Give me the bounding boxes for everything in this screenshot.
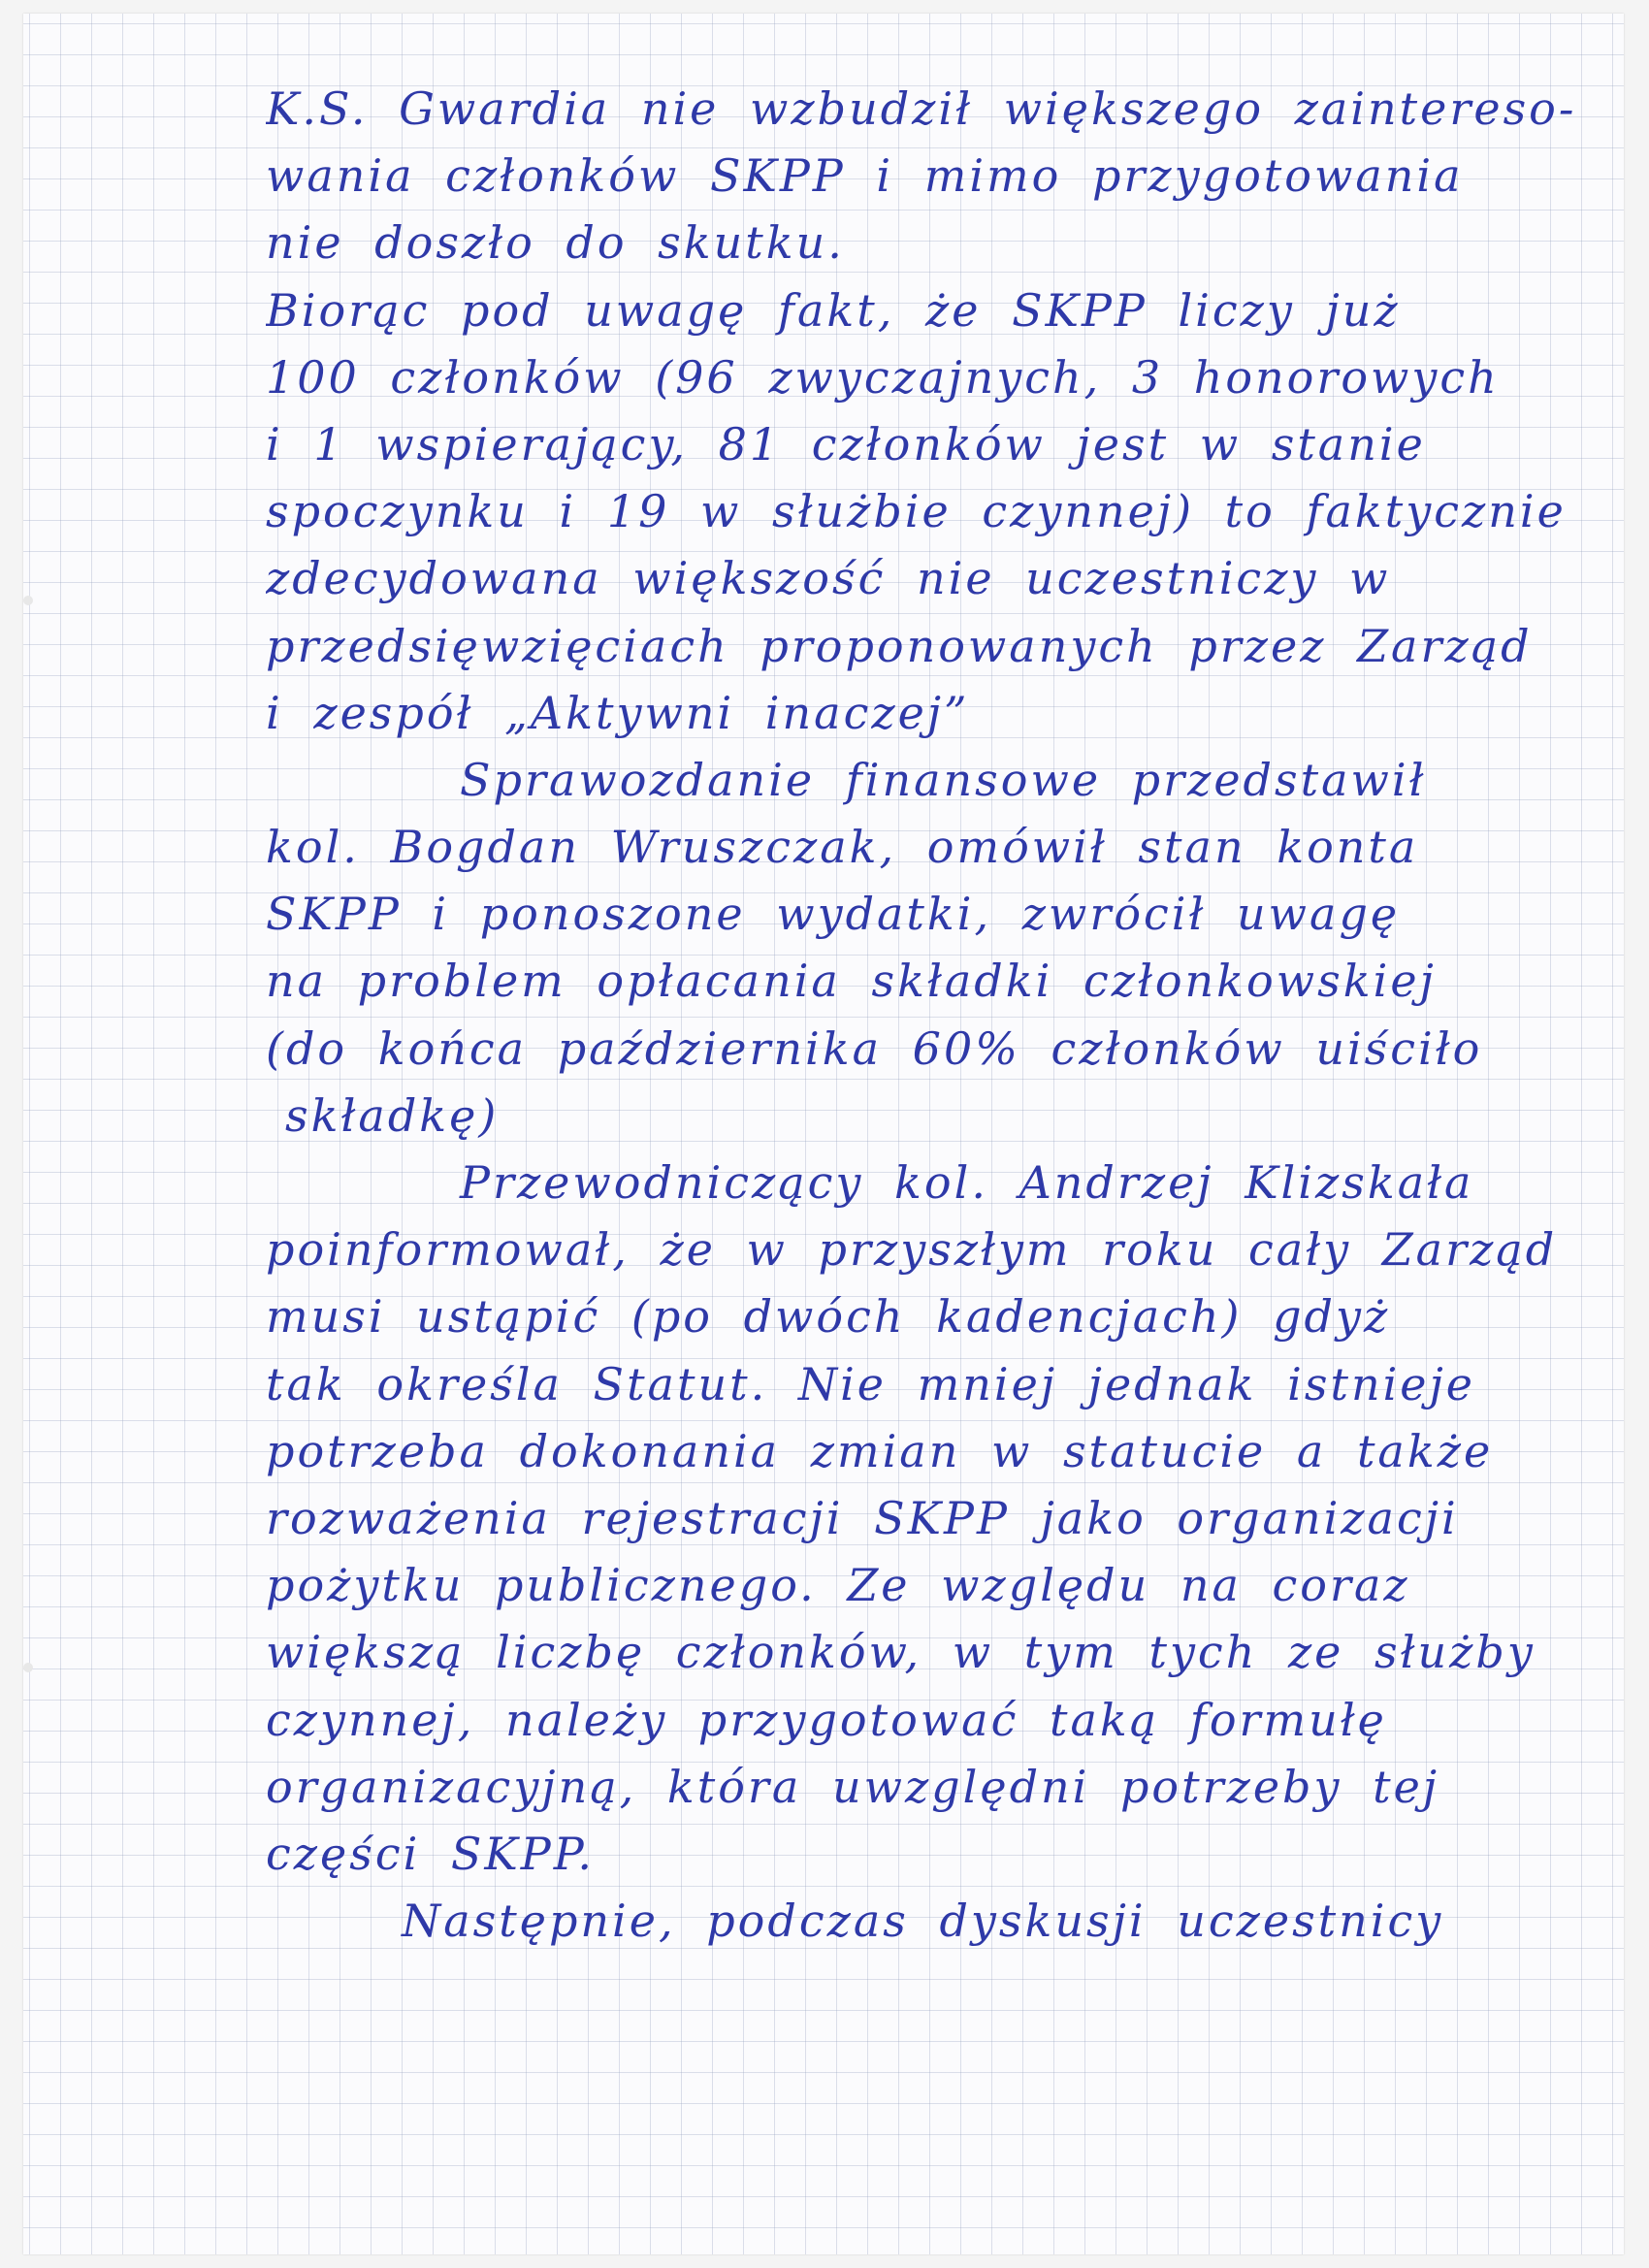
text-line: tak określa Statut. Nie mniej jednak istnieje bbox=[266, 1357, 1476, 1410]
left-edge-mark bbox=[23, 1663, 33, 1672]
text-line: SKPP i ponoszone wydatki, zwrócił uwagę bbox=[266, 888, 1401, 941]
text-line: przedsięwzięciach proponowanych przez Zarząd bbox=[266, 619, 1533, 672]
text-line: musi ustąpić (po dwóch kadencjach) gdyż bbox=[266, 1290, 1391, 1344]
text-line: rozważenia rejestracji SKPP jako organizacji bbox=[266, 1491, 1459, 1544]
text-line: Następnie, podczas dyskusji uczestnicy bbox=[402, 1895, 1444, 1948]
text-line: wania członków SKPP i mimo przygotowania bbox=[266, 149, 1464, 203]
text-line: czynnej, należy przygotować taką formułę bbox=[266, 1693, 1387, 1746]
text-line: poinformował, że w przyszłym roku cały Zarząd bbox=[266, 1223, 1558, 1277]
text-line: większą liczbę członków, w tym tych ze służby bbox=[266, 1626, 1536, 1679]
text-line: Biorąc pod uwagę fakt, że SKPP liczy już bbox=[266, 283, 1401, 337]
text-line: Przewodniczący kol. Andrzej Klizskała bbox=[460, 1156, 1474, 1209]
text-line: części SKPP. bbox=[266, 1827, 596, 1880]
text-line: i 1 wspierający, 81 członków jest w stanie bbox=[266, 417, 1426, 470]
handwritten-text bbox=[266, 76, 1624, 1955]
text-line: organizacyjną, która uwzględni potrzeby tej bbox=[266, 1760, 1440, 1813]
text-line: pożytku publicznego. Ze względu na coraz bbox=[266, 1559, 1410, 1612]
text-line: 100 członków (96 zwyczajnych, 3 honorowych bbox=[266, 350, 1500, 404]
text-line: i zespół „Aktywni inaczej” bbox=[266, 686, 970, 739]
text-line: Sprawozdanie finansowe przedstawił bbox=[460, 753, 1427, 806]
text-line: potrzeba dokonania zmian w statucie a także bbox=[266, 1424, 1494, 1477]
notebook-page bbox=[23, 14, 1624, 2254]
text-line: kol. Bogdan Wruszczak, omówił stan konta bbox=[266, 821, 1419, 874]
text-line: (do końca października 60% członków uiściło bbox=[266, 1021, 1483, 1075]
text-line: K.S. Gwardia nie wzbudził większego zaintereso- bbox=[266, 82, 1577, 135]
text-line: na problem opłacania składki członkowskiej bbox=[266, 955, 1437, 1008]
left-edge-mark bbox=[23, 596, 33, 605]
text-line: zdecydowana większość nie uczestniczy w bbox=[266, 552, 1391, 605]
text-line: nie doszło do skutku. bbox=[266, 216, 845, 270]
text-line: spoczynku i 19 w służbie czynnej) to faktycznie bbox=[266, 485, 1567, 538]
text-line: składkę) bbox=[285, 1088, 500, 1142]
